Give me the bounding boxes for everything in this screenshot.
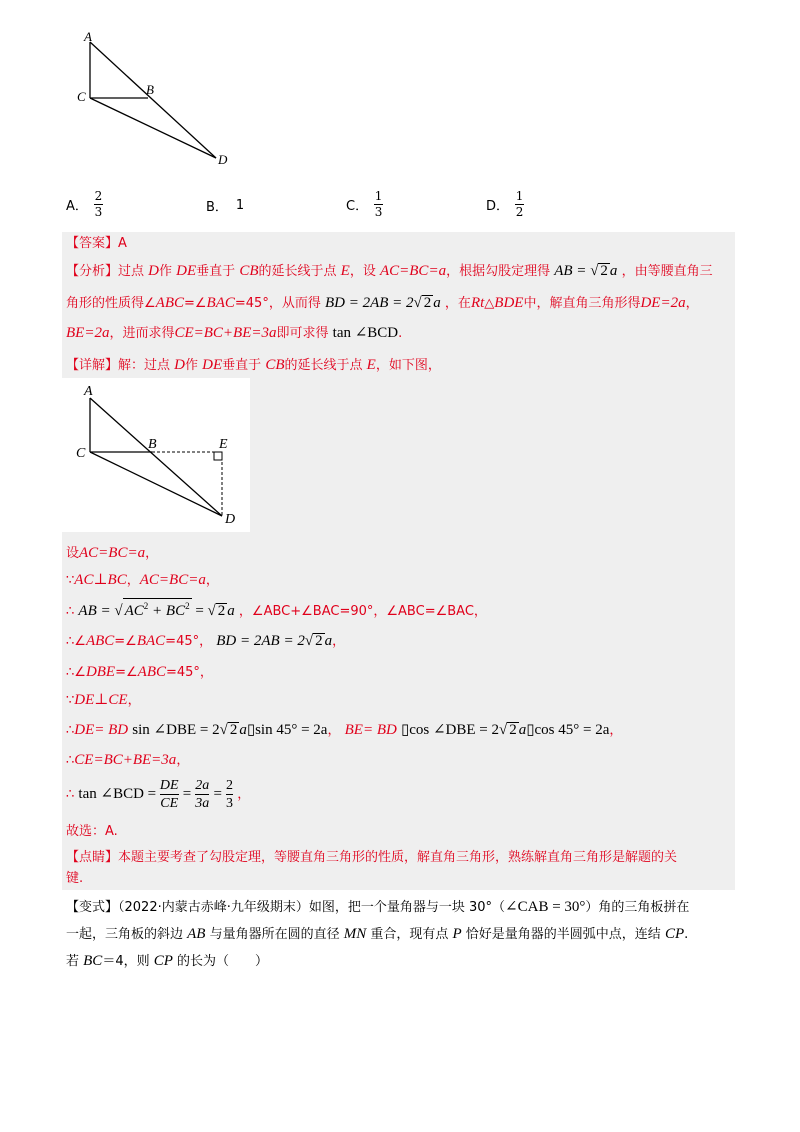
analysis-line-2: 角形的性质得∠ABC=∠BAC=45°，从而得 BD = 2AB = 2√ 2 a ，在Rt△BDE中，解直角三角形得DE=2a， [66,295,699,311]
triangle-figure-2 [62,378,250,532]
comment-line-2: 键. [66,871,84,886]
fig1-label-b: B [146,82,154,97]
option-c [346,190,383,219]
fig2-label-c: C [76,446,86,461]
step-5: ∴∠DBE=∠ABC=45°， [66,664,213,680]
option-b [206,196,244,215]
fig2-label-b: B [148,437,157,452]
option-b-letter: B． [206,200,228,215]
option-b-value: 1 [235,198,245,213]
analysis-line-3: BE=2a，进而求得CE=BC+BE=3a即可求得 tan ∠BCD. [66,325,403,341]
comment-line-1: 【点睛】本题主要考查了勾股定理，等腰直角三角形的性质，解直角三角形，熟练解直角三角形是解题的关 [66,850,678,865]
option-a-letter: A． [66,199,88,214]
step-9: ∴ tan ∠BCD = $\frac{DE}{CE}$ = $\frac{2a}{3a}$ = $\frac{2}{3}$ ， [66,778,251,811]
step-6: ∵DE⊥CE， [66,692,141,708]
step-2: ∵AC⊥BC，AC=BC=a， [66,572,219,588]
option-c-fraction: $\frac{1}{3}$ [374,189,383,219]
fig1-label-a: A [84,29,92,44]
analysis-line-1: 【分析】过点 D作 DE垂直于 CB的延长线于点 E，设 AC=BC=a，根据勾股定理得 AB = √ 2 a ，由等腰直角三 [66,263,713,279]
fig1-label-c: C [77,89,86,104]
option-d-letter: D． [486,199,510,214]
option-d-fraction: $\frac{1}{2}$ [515,189,524,219]
step-3: ∴ AB = √ $AC^2 + BC^2$ = √ 2 a ，∠ABC+∠BAC=90°，∠ABC=∠BAC， [66,598,487,622]
step-8: ∴CE=BC+BE=3a， [66,752,190,768]
fig2-label-d: D [225,512,236,527]
fig1-label-d: D [218,152,228,167]
triangle-figure-1 [76,28,236,178]
answer-line: 【答案】A [66,236,127,251]
fig2-label-e: E [219,437,228,452]
step-10: 故选：A. [66,824,118,839]
option-c-letter: C． [346,199,369,214]
step-1: 设AC=BC=a， [66,545,159,561]
option-d [486,190,524,219]
detail-line: 【详解】解：过点 D作 DE垂直于 CB的延长线于点 E，如下图， [66,357,441,373]
answer-options [66,190,666,230]
variant-line-3: 若 BC＝4，则 CP 的长为（ ） [66,953,269,969]
variant-line-2: 一起，三角板的斜边 AB 与量角器所在圆的直径 MN 重合，现有点 P 恰好是量角器的半圆弧中点，连结 CP. [66,926,689,942]
fig2-label-a: A [84,384,93,399]
option-a-fraction: $\frac{2}{3}$ [94,189,103,219]
step-7: ∴DE= BD sin ∠DBE = 2√ 2 a▯sin 45° = 2a， BE= BD ▯cos ∠DBE = 2√ 2 a▯cos 45° = 2a， [66,722,623,738]
step-4: ∴∠ABC=∠BAC=45°， BD = 2AB = 2√ 2 a， [66,633,346,649]
option-a [66,190,103,219]
variant-line-1: 【变式】（2022·内蒙古赤峰·九年级期末）如图，把一个量角器与一块 30°（∠CAB = 30°）角的三角板拼在 [66,899,690,915]
